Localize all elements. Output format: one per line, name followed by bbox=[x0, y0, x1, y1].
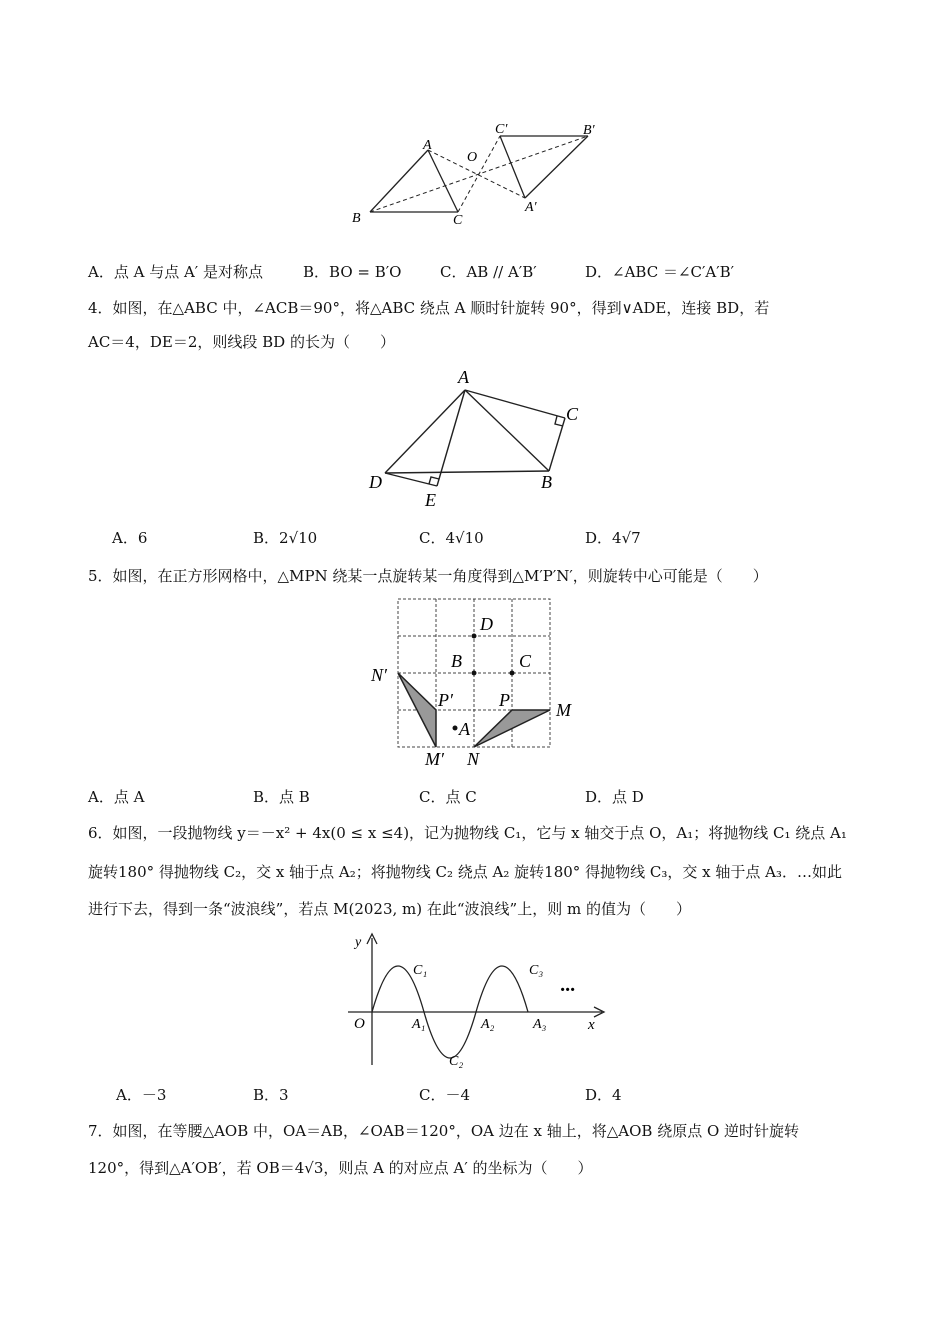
q6-option-d[interactable]: D．4 bbox=[585, 1086, 622, 1104]
q5-option-c[interactable]: C．点 C bbox=[419, 788, 477, 806]
q4-option-c[interactable]: C．4√10 bbox=[419, 529, 484, 547]
q6-option-a[interactable]: A．－3 bbox=[116, 1086, 167, 1104]
q6-stem-line3: 进行下去，得到一条“波浪线”，若点 M(2023, m) 在此“波浪线”上，则 m 的值为（ ） bbox=[88, 900, 691, 918]
q6-option-c[interactable]: C．－4 bbox=[419, 1086, 471, 1104]
q4-option-b[interactable]: B．2√10 bbox=[253, 529, 318, 547]
q6-stem-line2: 旋转180° 得抛物线 C₂，交 x 轴于点 A₂；将抛物线 C₂ 绕点 A₂ 旋转180° 得抛物线 C₃，交 x 轴于点 A₃．…如此 bbox=[88, 863, 842, 881]
q6-label-C3: C₃ bbox=[529, 963, 544, 978]
q6-figure bbox=[340, 930, 620, 1075]
q5-option-b[interactable]: B．点 B bbox=[253, 788, 310, 806]
q5-label-A: A bbox=[459, 719, 470, 739]
q5-option-d[interactable]: D．点 D bbox=[585, 788, 644, 806]
q3-figure bbox=[345, 118, 605, 228]
q6-label-dots: ··· bbox=[560, 979, 575, 1001]
q3-option-b[interactable]: B．BO = B′O bbox=[303, 263, 402, 281]
q4-stem-line1: 4．如图，在△ABC 中，∠ACB＝90°，将△ABC 绕点 A 顺时针旋转 90°，得到∨ADE，连接 BD，若 bbox=[88, 299, 770, 317]
q4-label-E: E bbox=[425, 490, 436, 510]
q6-label-O: O bbox=[354, 1016, 365, 1032]
q5-label-N-prime: N′ bbox=[371, 665, 387, 685]
q3-option-a[interactable]: A．点 A 与点 A′ 是对称点 bbox=[88, 263, 263, 281]
q3-label-B: B bbox=[352, 211, 361, 226]
q5-label-C: C bbox=[519, 651, 532, 671]
q4-label-C: C bbox=[566, 404, 579, 424]
q6-label-A1: A₁ bbox=[412, 1017, 426, 1032]
q3-label-C: C bbox=[453, 213, 463, 228]
q6-label-A2: A₂ bbox=[481, 1017, 495, 1032]
q3-label-A: A bbox=[423, 138, 432, 153]
q4-label-B: B bbox=[541, 472, 552, 492]
q5-label-M: M bbox=[556, 700, 571, 720]
q6-label-C2: C₂ bbox=[449, 1054, 464, 1069]
q3-label-B-prime: B′ bbox=[583, 123, 595, 138]
q5-label-D: D bbox=[480, 614, 493, 634]
q6-stem-line1: 6．如图，一段抛物线 y＝－x² + 4x(0 ≤ x ≤4)，记为抛物线 C₁，它与 x 轴交于点 O，A₁；将抛物线 C₁ 绕点 A₁ bbox=[88, 824, 847, 842]
q3-label-O: O bbox=[467, 150, 478, 165]
q7-stem-line1: 7．如图，在等腰△AOB 中，OA＝AB，∠OAB＝120°，OA 边在 x 轴上，将△AOB 绕原点 O 逆时针旋转 bbox=[88, 1122, 800, 1140]
q6-label-y: y bbox=[355, 935, 362, 950]
q5-label-B: B bbox=[451, 651, 462, 671]
q5-stem-line1: 5．如图，在正方形网格中，△MPN 绕某一点旋转某一角度得到△M′P′N′，则旋转中心可能是（ ） bbox=[88, 567, 768, 585]
q5-label-P: P bbox=[499, 690, 510, 710]
q5-label-N: N bbox=[467, 749, 480, 769]
q3-option-c[interactable]: C．AB // A′B′ bbox=[440, 263, 537, 281]
q4-label-A: A bbox=[458, 367, 469, 387]
q3-label-A-prime: A′ bbox=[525, 200, 537, 215]
q6-option-b[interactable]: B．3 bbox=[253, 1086, 289, 1104]
q4-option-d[interactable]: D．4√7 bbox=[585, 529, 641, 547]
q4-label-D: D bbox=[369, 472, 382, 492]
q5-label-M-prime: M′ bbox=[425, 749, 444, 769]
q4-option-a[interactable]: A．6 bbox=[112, 529, 148, 547]
q6-label-C1: C₁ bbox=[413, 963, 428, 978]
q3-label-C-prime: C′ bbox=[495, 122, 508, 137]
q4-stem-line2: AC＝4，DE＝2，则线段 BD 的长为（ ） bbox=[88, 333, 395, 351]
q5-option-a[interactable]: A．点 A bbox=[88, 788, 145, 806]
q3-option-d[interactable]: D．∠ABC ＝∠C′A′B′ bbox=[585, 263, 735, 281]
q5-label-P-prime: P′ bbox=[438, 690, 453, 710]
q6-label-x: x bbox=[588, 1017, 595, 1033]
q6-label-A3: A₃ bbox=[533, 1017, 547, 1032]
q4-figure bbox=[365, 365, 595, 515]
q7-stem-line2: 120°，得到△A′OB′，若 OB＝4√3，则点 A 的对应点 A′ 的坐标为（ ） bbox=[88, 1159, 593, 1177]
q5-figure bbox=[365, 595, 595, 775]
